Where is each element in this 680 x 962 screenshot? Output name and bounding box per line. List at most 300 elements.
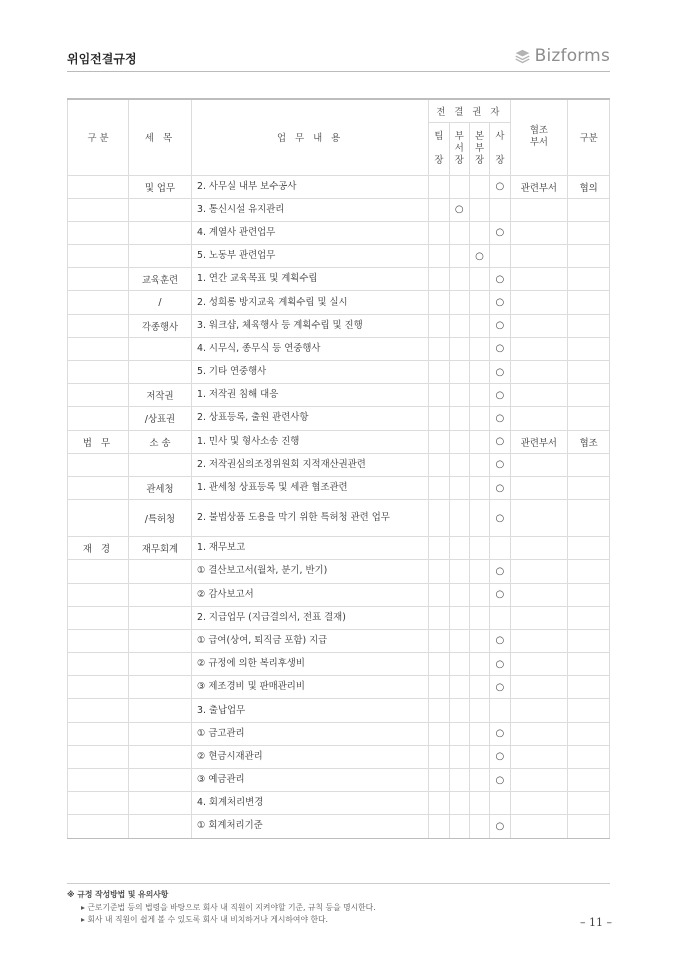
notes-section	[67, 889, 376, 927]
content-cell: ① 급여(상여, 퇴직금 포함) 지급	[191, 629, 428, 652]
item-cell	[128, 676, 191, 699]
item-cell	[128, 337, 191, 360]
table-row	[68, 769, 610, 792]
approval-mark-cell	[490, 537, 510, 560]
layers-icon	[514, 48, 531, 65]
approval-mark-cell	[469, 722, 489, 745]
approval-mark-cell	[469, 500, 489, 537]
item-cell	[128, 245, 191, 268]
category-cell	[68, 676, 129, 699]
approval-mark-cell	[449, 815, 469, 838]
coop-dept-cell	[510, 722, 568, 745]
content-cell: 3. 워크샵, 체육행사 등 계획수립 및 진행	[191, 314, 428, 337]
approval-mark-cell	[449, 361, 469, 384]
division-cell	[568, 500, 610, 537]
header-divider	[67, 71, 610, 72]
table-row	[68, 175, 610, 198]
division-cell	[568, 653, 610, 676]
division-cell	[568, 245, 610, 268]
category-cell	[68, 407, 129, 430]
approval-mark-cell	[449, 175, 469, 198]
approval-mark-cell	[429, 198, 449, 221]
approval-mark-cell	[429, 676, 449, 699]
table-row	[68, 699, 610, 722]
notes-item: ▸ 근로기준법 등의 법령을 바탕으로 회사 내 직원이 지켜야할 기준, 규칙 등을 명시한다.	[81, 902, 376, 912]
approval-mark-cell: ○	[490, 745, 510, 768]
division-cell	[568, 815, 610, 838]
header-item: 세 목	[128, 99, 191, 175]
category-cell: 재 경	[68, 537, 129, 560]
content-cell: 1. 재무보고	[191, 537, 428, 560]
approval-mark-cell	[469, 653, 489, 676]
item-cell	[128, 769, 191, 792]
approval-mark-cell	[429, 245, 449, 268]
coop-dept-cell	[510, 268, 568, 291]
approval-mark-cell	[449, 560, 469, 583]
approval-mark-cell: ○	[490, 676, 510, 699]
approval-mark-cell	[449, 291, 469, 314]
category-cell	[68, 361, 129, 384]
approval-mark-cell	[449, 384, 469, 407]
item-cell: 재무회계	[128, 537, 191, 560]
table-row	[68, 745, 610, 768]
approval-mark-cell	[449, 476, 469, 499]
approval-mark-cell	[429, 792, 449, 815]
approval-mark-cell	[469, 407, 489, 430]
page-number: – 11 –	[580, 916, 612, 929]
table-row	[68, 314, 610, 337]
approval-mark-cell: ○	[490, 476, 510, 499]
item-cell: /상표권	[128, 407, 191, 430]
item-cell	[128, 198, 191, 221]
approval-mark-cell	[469, 815, 489, 838]
coop-dept-cell	[510, 198, 568, 221]
item-cell: 저작권	[128, 384, 191, 407]
content-cell: ② 규정에 의한 복리후생비	[191, 653, 428, 676]
item-cell: 각종행사	[128, 314, 191, 337]
approval-mark-cell	[429, 537, 449, 560]
table-row	[68, 245, 610, 268]
approval-mark-cell: ○	[490, 500, 510, 537]
approval-mark-cell: ○	[490, 722, 510, 745]
approval-mark-cell: ○	[490, 407, 510, 430]
item-cell	[128, 653, 191, 676]
coop-dept-cell	[510, 453, 568, 476]
approval-mark-cell	[429, 699, 449, 722]
approval-mark-cell	[429, 653, 449, 676]
item-cell	[128, 815, 191, 838]
approval-mark-cell	[469, 792, 489, 815]
category-cell	[68, 453, 129, 476]
content-cell: 5. 노동부 관련업무	[191, 245, 428, 268]
coop-dept-cell	[510, 815, 568, 838]
category-cell	[68, 653, 129, 676]
page-header	[67, 46, 610, 72]
table-row	[68, 629, 610, 652]
approval-mark-cell	[429, 476, 449, 499]
content-cell: 2. 성희롱 방지교육 계획수립 및 실시	[191, 291, 428, 314]
approval-mark-cell	[469, 221, 489, 244]
approval-mark-cell	[469, 676, 489, 699]
approval-mark-cell	[429, 583, 449, 606]
division-cell	[568, 583, 610, 606]
item-cell	[128, 453, 191, 476]
table-row	[68, 361, 610, 384]
table-row	[68, 476, 610, 499]
content-cell: 4. 시무식, 종무식 등 연중행사	[191, 337, 428, 360]
notes-title: ※ 규정 작성방법 및 유의사항	[67, 890, 169, 899]
approval-mark-cell	[429, 314, 449, 337]
category-cell	[68, 792, 129, 815]
table-row	[68, 606, 610, 629]
approval-mark-cell	[490, 792, 510, 815]
header-coop-dept: 협조 부서	[510, 99, 568, 175]
division-cell	[568, 221, 610, 244]
document-title: 위임전결규정	[67, 52, 137, 66]
approval-mark-cell: ○	[449, 198, 469, 221]
approval-mark-cell	[469, 175, 489, 198]
division-cell	[568, 361, 610, 384]
approval-mark-cell	[449, 676, 469, 699]
category-cell	[68, 384, 129, 407]
category-cell	[68, 476, 129, 499]
approval-mark-cell	[469, 268, 489, 291]
approval-mark-cell	[449, 537, 469, 560]
brand-name: Bizforms	[534, 46, 610, 66]
category-cell	[68, 699, 129, 722]
approval-mark-cell	[429, 606, 449, 629]
approval-mark-cell	[449, 337, 469, 360]
content-cell: 1. 저작권 침해 대응	[191, 384, 428, 407]
category-cell	[68, 500, 129, 537]
category-cell	[68, 769, 129, 792]
approval-mark-cell: ○	[469, 245, 489, 268]
approval-mark-cell	[490, 245, 510, 268]
approval-mark-cell	[469, 291, 489, 314]
approval-mark-cell	[469, 198, 489, 221]
table-row	[68, 337, 610, 360]
approval-mark-cell: ○	[490, 629, 510, 652]
content-cell: 5. 기타 연중행사	[191, 361, 428, 384]
table-row	[68, 268, 610, 291]
table-row	[68, 221, 610, 244]
division-cell	[568, 699, 610, 722]
brand-logo	[514, 46, 610, 66]
approval-mark-cell	[429, 175, 449, 198]
notes-item: ▸ 회사 내 직원이 쉽게 볼 수 있도록 회사 내 비치하거나 게시하여야 한다.	[81, 915, 329, 924]
notes-divider	[67, 883, 610, 884]
table-row	[68, 653, 610, 676]
division-cell	[568, 629, 610, 652]
division-cell	[568, 560, 610, 583]
item-cell: /특허청	[128, 500, 191, 537]
category-cell	[68, 221, 129, 244]
approval-mark-cell: ○	[490, 291, 510, 314]
approval-mark-cell	[449, 453, 469, 476]
item-cell	[128, 722, 191, 745]
approval-mark-cell	[469, 337, 489, 360]
category-cell	[68, 722, 129, 745]
category-cell	[68, 745, 129, 768]
approval-mark-cell: ○	[490, 175, 510, 198]
approval-mark-cell: ○	[490, 453, 510, 476]
coop-dept-cell	[510, 560, 568, 583]
category-cell	[68, 268, 129, 291]
approval-mark-cell	[449, 407, 469, 430]
approval-mark-cell	[429, 268, 449, 291]
item-cell	[128, 560, 191, 583]
approval-mark-cell	[469, 430, 489, 453]
coop-dept-cell	[510, 629, 568, 652]
approval-mark-cell	[429, 291, 449, 314]
coop-dept-cell	[510, 745, 568, 768]
header-category: 구 분	[68, 99, 129, 175]
coop-dept-cell	[510, 583, 568, 606]
content-cell: 2. 지급업무 (지급결의서, 전표 결재)	[191, 606, 428, 629]
content-cell: 4. 회계처리변경	[191, 792, 428, 815]
content-cell: 1. 관세청 상표등록 및 세관 협조관련	[191, 476, 428, 499]
division-cell	[568, 453, 610, 476]
division-cell	[568, 676, 610, 699]
content-cell: ① 금고관리	[191, 722, 428, 745]
approval-mark-cell	[429, 815, 449, 838]
category-cell	[68, 583, 129, 606]
approval-mark-cell: ○	[490, 384, 510, 407]
approval-mark-cell: ○	[490, 430, 510, 453]
division-cell	[568, 268, 610, 291]
approval-mark-cell	[449, 653, 469, 676]
content-cell: 2. 불법상품 도용을 막기 위한 특허청 관련 업무	[191, 500, 428, 537]
content-cell: ① 회계처리기준	[191, 815, 428, 838]
approval-mark-cell: ○	[490, 583, 510, 606]
approval-mark-cell	[469, 314, 489, 337]
division-cell	[568, 722, 610, 745]
approval-mark-cell	[469, 453, 489, 476]
item-cell: 소 송	[128, 430, 191, 453]
coop-dept-cell	[510, 407, 568, 430]
category-cell	[68, 606, 129, 629]
table-row	[68, 676, 610, 699]
approval-mark-cell	[449, 221, 469, 244]
approval-mark-cell	[449, 500, 469, 537]
content-cell: ① 결산보고서(월차, 분기, 반기)	[191, 560, 428, 583]
approval-mark-cell	[449, 629, 469, 652]
table-row	[68, 500, 610, 537]
header-division: 구분	[568, 99, 610, 175]
item-cell	[128, 792, 191, 815]
coop-dept-cell	[510, 221, 568, 244]
approval-mark-cell: ○	[490, 815, 510, 838]
approval-mark-cell: ○	[490, 268, 510, 291]
division-cell	[568, 606, 610, 629]
content-cell: 2. 사무실 내부 보수공사	[191, 175, 428, 198]
item-cell: 및 업무	[128, 175, 191, 198]
approval-mark-cell	[429, 453, 449, 476]
approval-mark-cell	[429, 722, 449, 745]
table-row	[68, 198, 610, 221]
item-cell	[128, 221, 191, 244]
table-row	[68, 384, 610, 407]
category-cell	[68, 291, 129, 314]
item-cell	[128, 629, 191, 652]
content-cell: ③ 예금관리	[191, 769, 428, 792]
approval-mark-cell	[490, 699, 510, 722]
table-row	[68, 815, 610, 838]
division-cell	[568, 745, 610, 768]
division-cell	[568, 769, 610, 792]
table-row	[68, 722, 610, 745]
table-row	[68, 537, 610, 560]
item-cell: 관세청	[128, 476, 191, 499]
coop-dept-cell	[510, 476, 568, 499]
approval-mark-cell	[429, 407, 449, 430]
header-president: 사 장	[490, 122, 510, 175]
table-row	[68, 560, 610, 583]
approval-mark-cell	[469, 629, 489, 652]
approval-mark-cell	[429, 500, 449, 537]
division-cell: 협의	[568, 175, 610, 198]
division-cell	[568, 792, 610, 815]
approval-mark-cell	[469, 583, 489, 606]
coop-dept-cell	[510, 361, 568, 384]
content-cell: 2. 상표등록, 출원 관련사항	[191, 407, 428, 430]
item-cell	[128, 606, 191, 629]
approval-mark-cell	[490, 198, 510, 221]
category-cell	[68, 815, 129, 838]
division-cell: 협조	[568, 430, 610, 453]
coop-dept-cell: 관련부서	[510, 430, 568, 453]
division-cell	[568, 337, 610, 360]
table-row	[68, 792, 610, 815]
item-cell: /	[128, 291, 191, 314]
approval-mark-cell	[469, 361, 489, 384]
header-authority-group: 전 결 권 자	[429, 99, 510, 122]
coop-dept-cell: 관련부서	[510, 175, 568, 198]
delegation-table	[67, 98, 610, 839]
content-cell: ③ 제조경비 및 판매관리비	[191, 676, 428, 699]
approval-mark-cell	[429, 221, 449, 244]
approval-mark-cell	[449, 314, 469, 337]
header-team-lead: 팀 장	[429, 122, 449, 175]
coop-dept-cell	[510, 792, 568, 815]
coop-dept-cell	[510, 769, 568, 792]
approval-mark-cell	[429, 769, 449, 792]
approval-mark-cell: ○	[490, 221, 510, 244]
header-content: 업 무 내 용	[191, 99, 428, 175]
approval-mark-cell	[469, 745, 489, 768]
item-cell	[128, 745, 191, 768]
coop-dept-cell	[510, 337, 568, 360]
item-cell	[128, 699, 191, 722]
approval-mark-cell	[449, 583, 469, 606]
content-cell: 3. 통신시설 유지관리	[191, 198, 428, 221]
approval-mark-cell	[449, 606, 469, 629]
coop-dept-cell	[510, 384, 568, 407]
division-cell	[568, 476, 610, 499]
approval-mark-cell	[469, 606, 489, 629]
approval-mark-cell	[469, 476, 489, 499]
coop-dept-cell	[510, 314, 568, 337]
category-cell	[68, 560, 129, 583]
approval-mark-cell	[469, 769, 489, 792]
approval-mark-cell	[449, 745, 469, 768]
approval-mark-cell	[449, 699, 469, 722]
approval-mark-cell	[490, 606, 510, 629]
coop-dept-cell	[510, 537, 568, 560]
content-cell: ② 현금시재관리	[191, 745, 428, 768]
approval-mark-cell	[449, 722, 469, 745]
table-row	[68, 407, 610, 430]
item-cell	[128, 361, 191, 384]
coop-dept-cell	[510, 500, 568, 537]
content-cell: 1. 연간 교육목표 및 계획수립	[191, 268, 428, 291]
approval-mark-cell: ○	[490, 361, 510, 384]
approval-mark-cell	[429, 560, 449, 583]
content-cell: 2. 저작권심의조정위원회 지적재산권관련	[191, 453, 428, 476]
category-cell	[68, 629, 129, 652]
header-dept-head: 부 서 장	[449, 122, 469, 175]
category-cell	[68, 198, 129, 221]
approval-mark-cell	[469, 560, 489, 583]
approval-mark-cell: ○	[490, 653, 510, 676]
approval-mark-cell: ○	[490, 337, 510, 360]
approval-mark-cell	[449, 792, 469, 815]
approval-mark-cell: ○	[490, 769, 510, 792]
table-row	[68, 430, 610, 453]
approval-mark-cell	[449, 430, 469, 453]
approval-mark-cell: ○	[490, 314, 510, 337]
approval-mark-cell	[429, 337, 449, 360]
header-hq-head: 본 부 장	[469, 122, 489, 175]
table-row	[68, 453, 610, 476]
coop-dept-cell	[510, 699, 568, 722]
division-cell	[568, 314, 610, 337]
coop-dept-cell	[510, 653, 568, 676]
coop-dept-cell	[510, 606, 568, 629]
content-cell: ② 감사보고서	[191, 583, 428, 606]
division-cell	[568, 537, 610, 560]
approval-mark-cell	[449, 769, 469, 792]
content-cell: 1. 민사 및 형사소송 진행	[191, 430, 428, 453]
category-cell	[68, 314, 129, 337]
table-row	[68, 291, 610, 314]
category-cell	[68, 337, 129, 360]
coop-dept-cell	[510, 676, 568, 699]
coop-dept-cell	[510, 245, 568, 268]
table-row	[68, 583, 610, 606]
division-cell	[568, 407, 610, 430]
approval-mark-cell: ○	[490, 560, 510, 583]
approval-mark-cell	[429, 361, 449, 384]
category-cell: 법 무	[68, 430, 129, 453]
category-cell	[68, 175, 129, 198]
division-cell	[568, 198, 610, 221]
approval-mark-cell	[449, 268, 469, 291]
category-cell	[68, 245, 129, 268]
approval-mark-cell	[429, 745, 449, 768]
content-cell: 4. 계열사 관련업무	[191, 221, 428, 244]
content-cell: 3. 출납업무	[191, 699, 428, 722]
approval-mark-cell	[429, 430, 449, 453]
item-cell	[128, 583, 191, 606]
division-cell	[568, 291, 610, 314]
item-cell: 교육훈련	[128, 268, 191, 291]
coop-dept-cell	[510, 291, 568, 314]
approval-mark-cell	[469, 699, 489, 722]
approval-mark-cell	[469, 384, 489, 407]
approval-mark-cell	[429, 629, 449, 652]
approval-mark-cell	[429, 384, 449, 407]
